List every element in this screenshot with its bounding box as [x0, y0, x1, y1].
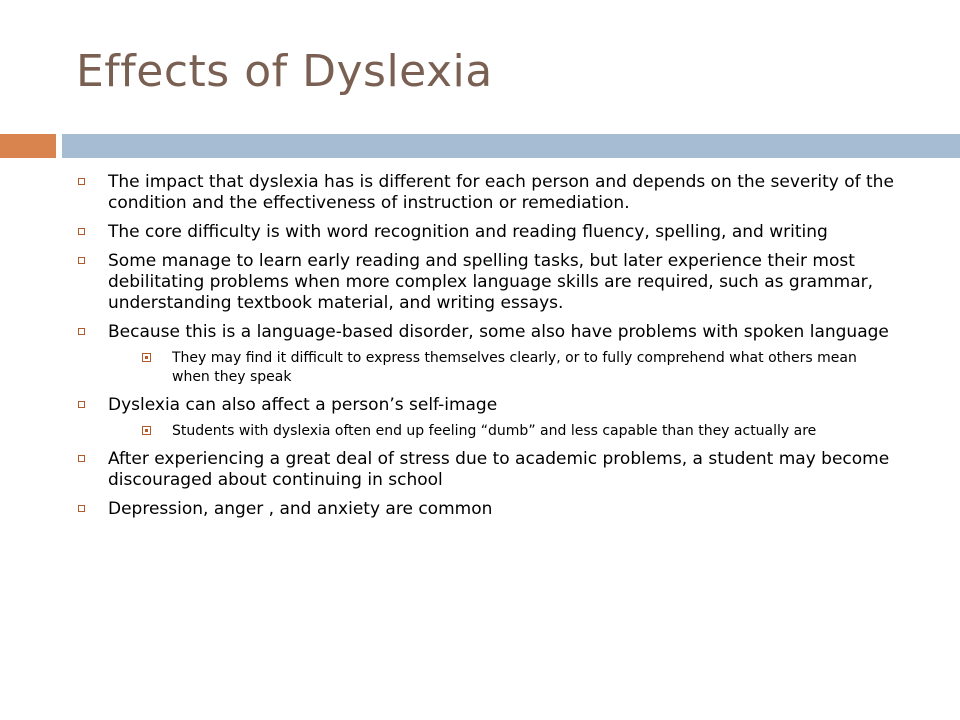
sub-bullet-text: They may find it difficult to express themselves clearly, or to fully comprehend what others mean when they speak — [172, 350, 857, 385]
bullet-text: After experiencing a great deal of stress due to academic problems, a student may become discouraged about continuing in school — [108, 449, 890, 490]
bullet-item — [76, 251, 896, 314]
hollow-square-bullet-icon — [78, 505, 85, 512]
sub-bullet-item — [140, 349, 896, 387]
bullet-item — [76, 222, 896, 243]
bullet-text: Depression, anger , and anxiety are common — [108, 499, 493, 519]
hollow-square-bullet-icon — [78, 257, 85, 264]
hollow-square-bullet-icon — [78, 401, 85, 408]
bullet-item — [76, 395, 896, 441]
bullet-text: Because this is a language-based disorder, some also have problems with spoken language — [108, 322, 889, 342]
sub-bullet-item — [140, 422, 896, 441]
title-accent-bar-orange — [0, 134, 56, 158]
bullet-item — [76, 499, 896, 520]
bullet-item — [76, 449, 896, 491]
boxed-square-bullet-icon — [142, 353, 151, 362]
bullet-text: Some manage to learn early reading and spelling tasks, but later experience their most debilitating problems when more complex language skills are required, such as grammar, understanding textbook material, and writing essays. — [108, 251, 874, 313]
title-accent-bar-blue — [62, 134, 960, 158]
hollow-square-bullet-icon — [78, 228, 85, 235]
bullet-text: Dyslexia can also affect a person’s self-image — [108, 395, 498, 415]
bullet-item — [76, 172, 896, 214]
hollow-square-bullet-icon — [78, 178, 85, 185]
bullet-list — [76, 172, 896, 528]
bullet-text: The impact that dyslexia has is different for each person and depends on the severity of the condition and the effectiveness of instruction or remediation. — [108, 172, 894, 213]
bullet-text: The core difficulty is with word recognition and reading fluency, spelling, and writing — [108, 222, 828, 242]
hollow-square-bullet-icon — [78, 328, 85, 335]
slide-title: Effects of Dyslexia — [76, 46, 493, 97]
bullet-item — [76, 322, 896, 387]
sub-bullet-text: Students with dyslexia often end up feeling “dumb” and less capable than they actually are — [172, 423, 817, 439]
boxed-square-bullet-icon — [142, 426, 151, 435]
hollow-square-bullet-icon — [78, 455, 85, 462]
